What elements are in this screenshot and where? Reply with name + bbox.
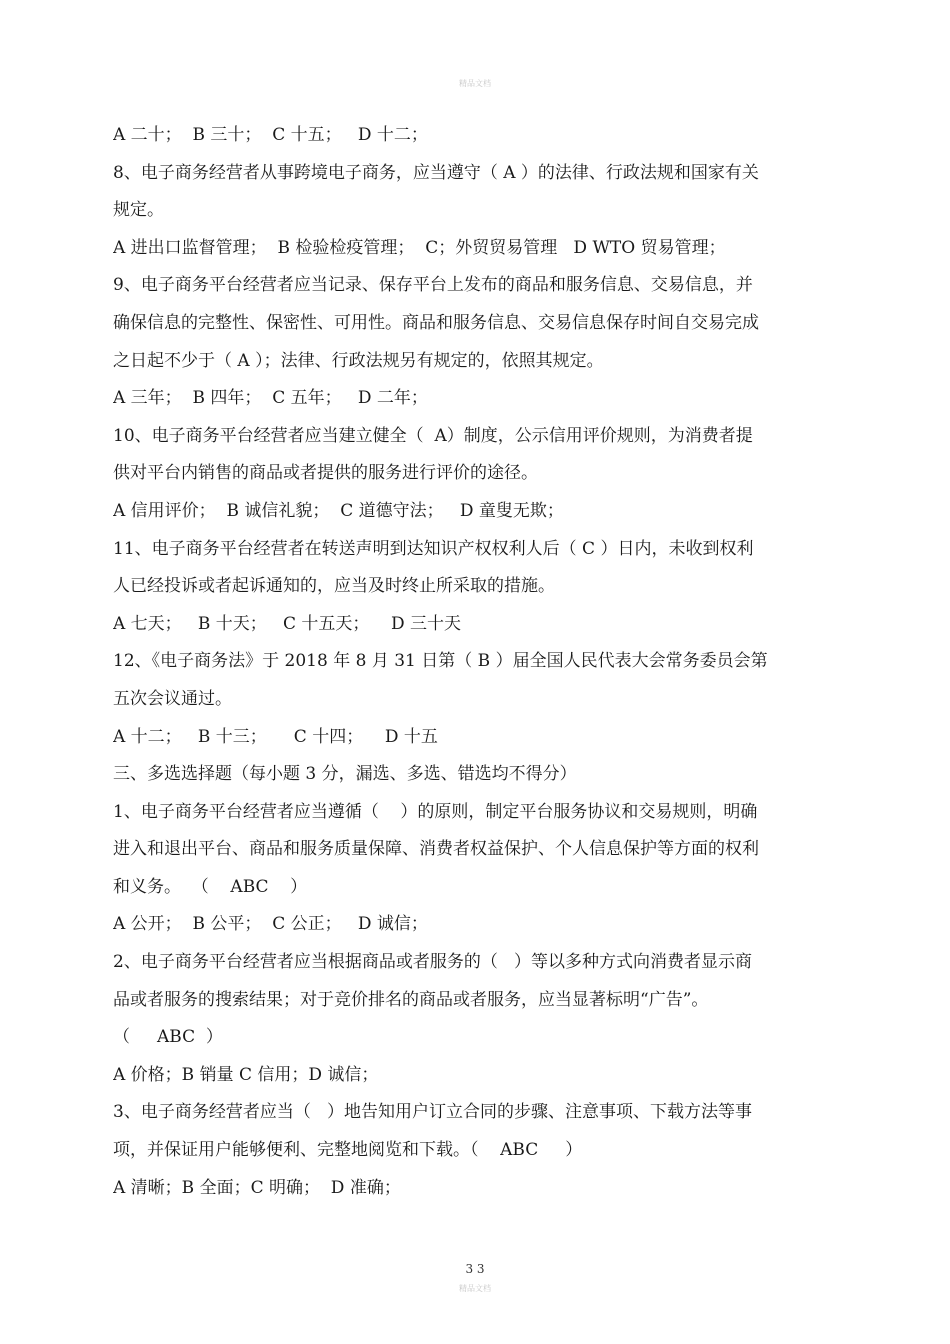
text-line: 11、电子商务平台经营者在转送声明到达知识产权权利人后（ C ）日内，未收到权利: [113, 538, 754, 559]
text-line: 确保信息的完整性、保密性、可用性。商品和服务信息、交易信息保存时间自交易完成: [113, 312, 759, 333]
text-line: 2、电子商务平台经营者应当根据商品或者服务的（ ）等以多种方式向消费者显示商: [113, 952, 753, 973]
text-line: 五次会议通过。: [113, 688, 232, 709]
text-line: 9、电子商务平台经营者应当记录、保存平台上发布的商品和服务信息、交易信息，并: [113, 275, 753, 296]
text-line: 1、电子商务平台经营者应当遵循（ ）的原则，制定平台服务协议和交易规则，明确: [113, 801, 758, 822]
text-line: 人已经投诉或者起诉通知的，应当及时终止所采取的措施。: [113, 576, 555, 597]
text-line: 12、《电子商务法》于 2018 年 8 月 31 日第（ B ）届全国人民代表大会常务委员会第: [113, 651, 768, 672]
text-line: 和义务。 （ ABC ）: [113, 876, 308, 897]
text-line: 进入和退出平台、商品和服务质量保障、消费者权益保护、个人信息保护等方面的权利: [113, 839, 759, 860]
text-line: A 价格；B 销量 C 信用；D 诚信；: [113, 1064, 379, 1085]
text-line: 3、电子商务经营者应当（ ）地告知用户订立合同的步骤、注意事项、下载方法等事: [113, 1102, 753, 1123]
text-line: 项，并保证用户能够便利、完整地阅览和下载。（ ABC ）: [113, 1140, 583, 1161]
text-line: A 进出口监督管理； B 检验检疫管理； C；外贸贸易管理 D WTO 贸易管理；: [113, 237, 726, 258]
text-line: 8、电子商务经营者从事跨境电子商务，应当遵守（ A ）的法律、行政法规和国家有关: [113, 162, 759, 183]
watermark-bottom: 精品文档: [459, 1284, 491, 1293]
text-line: A 三年； B 四年； C 五年； D 二年；: [113, 388, 428, 409]
text-line: A 公开； B 公平； C 公正； D 诚信；: [113, 914, 428, 935]
text-line: 品或者服务的搜索结果；对于竞价排名的商品或者服务，应当显著标明“广告”。: [113, 989, 709, 1010]
section-heading: 三、多选选择题（每小题 3 分，漏选、多选、错选均不得分）: [113, 764, 577, 785]
text-line: A 信用评价； B 诚信礼貌； C 道德守法； D 童叟无欺；: [113, 500, 564, 521]
text-line: （ ABC ）: [113, 1027, 223, 1048]
text-line: A 七天； B 十天； C 十五天； D 三十天: [113, 613, 462, 634]
text-line: A 十二； B 十三； C 十四； D 十五: [113, 726, 438, 747]
text-line: A 二十； B 三十； C 十五； D 十二；: [113, 125, 428, 145]
page-number: 3 3: [465, 1262, 485, 1276]
watermark-top: 精品文档: [459, 79, 491, 88]
text-line: 之日起不少于（ A ）；法律、行政法规另有规定的，依照其规定。: [113, 350, 604, 371]
text-line: 规定。: [113, 200, 164, 221]
text-line: 10、电子商务平台经营者应当建立健全（ A）制度，公示信用评价规则，为消费者提: [113, 425, 753, 446]
text-line: A 清晰；B 全面；C 明确； D 准确；: [113, 1177, 401, 1198]
document-body: [113, 117, 840, 1207]
text-line: 供对平台内销售的商品或者提供的服务进行评价的途径。: [113, 463, 538, 484]
